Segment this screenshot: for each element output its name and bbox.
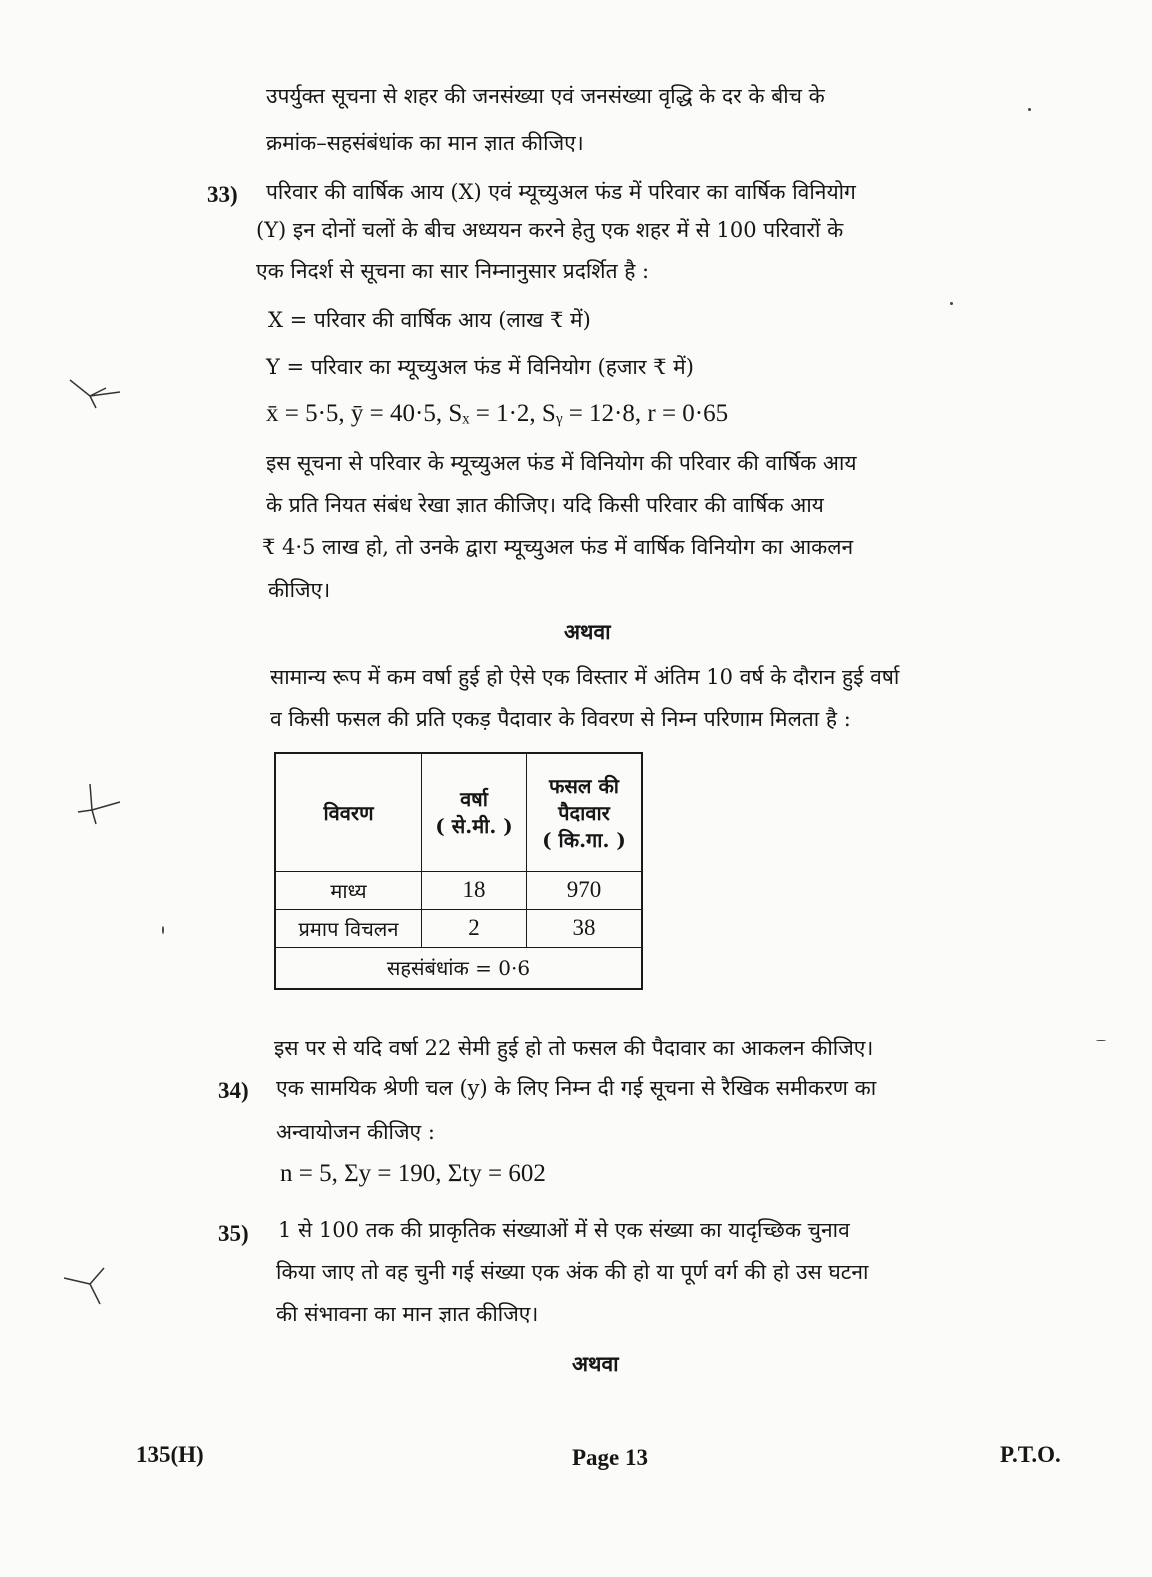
page-number: Page 13 — [572, 1445, 649, 1470]
q34-line-2: अन्वायोजन कीजिए : — [276, 1120, 435, 1144]
q33-line-1: परिवार की वार्षिक आय (X) एवं म्यूच्युअल फंड में परिवार का वार्षिक विनियोग — [266, 180, 856, 204]
q33-statistics: x̄ = 5·5, ȳ = 40·5, Sₓ = 1·2, Sᵧ = 12·8, r = 0·65 — [266, 400, 729, 427]
q33-line-3: एक निदर्श से सूचना का सार निम्नानुसार प्रदर्शित है : — [256, 259, 650, 283]
q34-statistics: n = 5, Σy = 190, Σty = 602 — [280, 1160, 546, 1187]
q33-alt-line-2: व किसी फसल की प्रति एकड़ पैदावार के विवरण से निम्न परिणाम मिलता है : — [270, 707, 851, 731]
q33-alt-line-1: सामान्य रूप में कम वर्षा हुई हो ऐसे एक विस्तार में अंतिम 10 वर्ष के दौरान हुई वर्षा — [270, 665, 900, 689]
header-crop-yield — [527, 753, 643, 871]
q33-body-3: ₹ 4·5 लाख हो, तो उनके द्वारा म्यूच्युअल फंड में वार्षिक विनियोग का आकलन — [262, 535, 854, 559]
header-rainfall — [422, 753, 527, 871]
q33-or-heading: अथवा — [564, 619, 611, 644]
row-mean-crop: 970 — [527, 871, 643, 909]
q33-def-y: Y = परिवार का म्यूच्युअल फंड में विनियोग (हजार ₹ में) — [266, 355, 694, 379]
table-row-correlation — [275, 947, 642, 989]
header-rainfall-unit: ( से.मी. ) — [435, 814, 513, 839]
scan-speck — [1096, 1040, 1106, 1041]
q33-body-4: कीजिए। — [268, 578, 331, 602]
header-rainfall-label: वर्षा — [460, 787, 488, 812]
please-turn-over: P.T.O. — [1000, 1442, 1061, 1467]
q33-body-2: के प्रति नियत संबंध रेखा ज्ञात कीजिए। यदि किसी परिवार की वार्षिक आय — [266, 493, 824, 517]
header-crop-unit: ( कि.गा. ) — [542, 827, 626, 852]
row-mean-rainfall: 18 — [422, 871, 527, 909]
paper-code: 135(H) — [136, 1442, 204, 1467]
q33-line-2: (Y) इन दोनों चलों के बीच अध्ययन करने हेतु एक शहर में से 100 परिवारों के — [256, 218, 844, 242]
scan-mark-2 — [72, 780, 132, 830]
header-crop-label-2: पैदावार — [558, 800, 610, 825]
q33-body-1: इस सूचना से परिवार के म्यूच्युअल फंड में विनियोग की परिवार की वार्षिक आय — [266, 451, 857, 475]
table-row-sd — [275, 909, 642, 947]
question-33-number: 33) — [207, 182, 238, 207]
rainfall-crop-table — [274, 752, 643, 990]
table-header-row — [275, 753, 642, 871]
header-crop-label-1: फसल की — [548, 773, 619, 798]
scan-mark-3 — [60, 1262, 120, 1312]
row-correlation: सहसंबंधांक = 0·6 — [275, 947, 642, 989]
intro-line-2: क्रमांक–सहसंबंधांक का मान ज्ञात कीजिए। — [266, 131, 584, 155]
q35-line-3: की संभावना का मान ज्ञात कीजिए। — [276, 1302, 539, 1326]
row-sd-crop: 38 — [527, 909, 643, 947]
question-34-number: 34) — [218, 1078, 249, 1103]
q35-or-heading: अथवा — [572, 1351, 619, 1376]
row-sd-label: प्रमाप विचलन — [275, 909, 422, 947]
q35-line-2: किया जाए तो वह चुनी गई संख्या एक अंक की हो या पूर्ण वर्ग की हो उस घटना — [276, 1260, 869, 1284]
row-sd-rainfall: 2 — [422, 909, 527, 947]
question-35-number: 35) — [218, 1221, 249, 1246]
table-row-mean — [275, 871, 642, 909]
scan-speck — [950, 302, 953, 305]
q35-line-1: 1 से 100 तक की प्राकृतिक संख्याओं में से एक संख्या का यादृच्छिक चुनाव — [278, 1218, 850, 1242]
q33-def-x: X = परिवार की वार्षिक आय (लाख ₹ में) — [268, 308, 591, 332]
q33-alt-line-3: इस पर से यदि वर्षा 22 सेमी हुई हो तो फसल की पैदावार का आकलन कीजिए। — [274, 1036, 874, 1060]
scan-mark-1 — [66, 374, 126, 414]
header-particulars: विवरण — [275, 753, 422, 871]
row-mean-label: माध्य — [275, 871, 422, 909]
scan-speck — [162, 926, 164, 934]
intro-line-1: उपर्युक्त सूचना से शहर की जनसंख्या एवं जनसंख्या वृद्धि के दर के बीच के — [266, 84, 825, 108]
scan-speck — [1028, 108, 1031, 111]
q34-line-1: एक सामयिक श्रेणी चल (y) के लिए निम्न दी गई सूचना से रैखिक समीकरण का — [276, 1076, 877, 1100]
